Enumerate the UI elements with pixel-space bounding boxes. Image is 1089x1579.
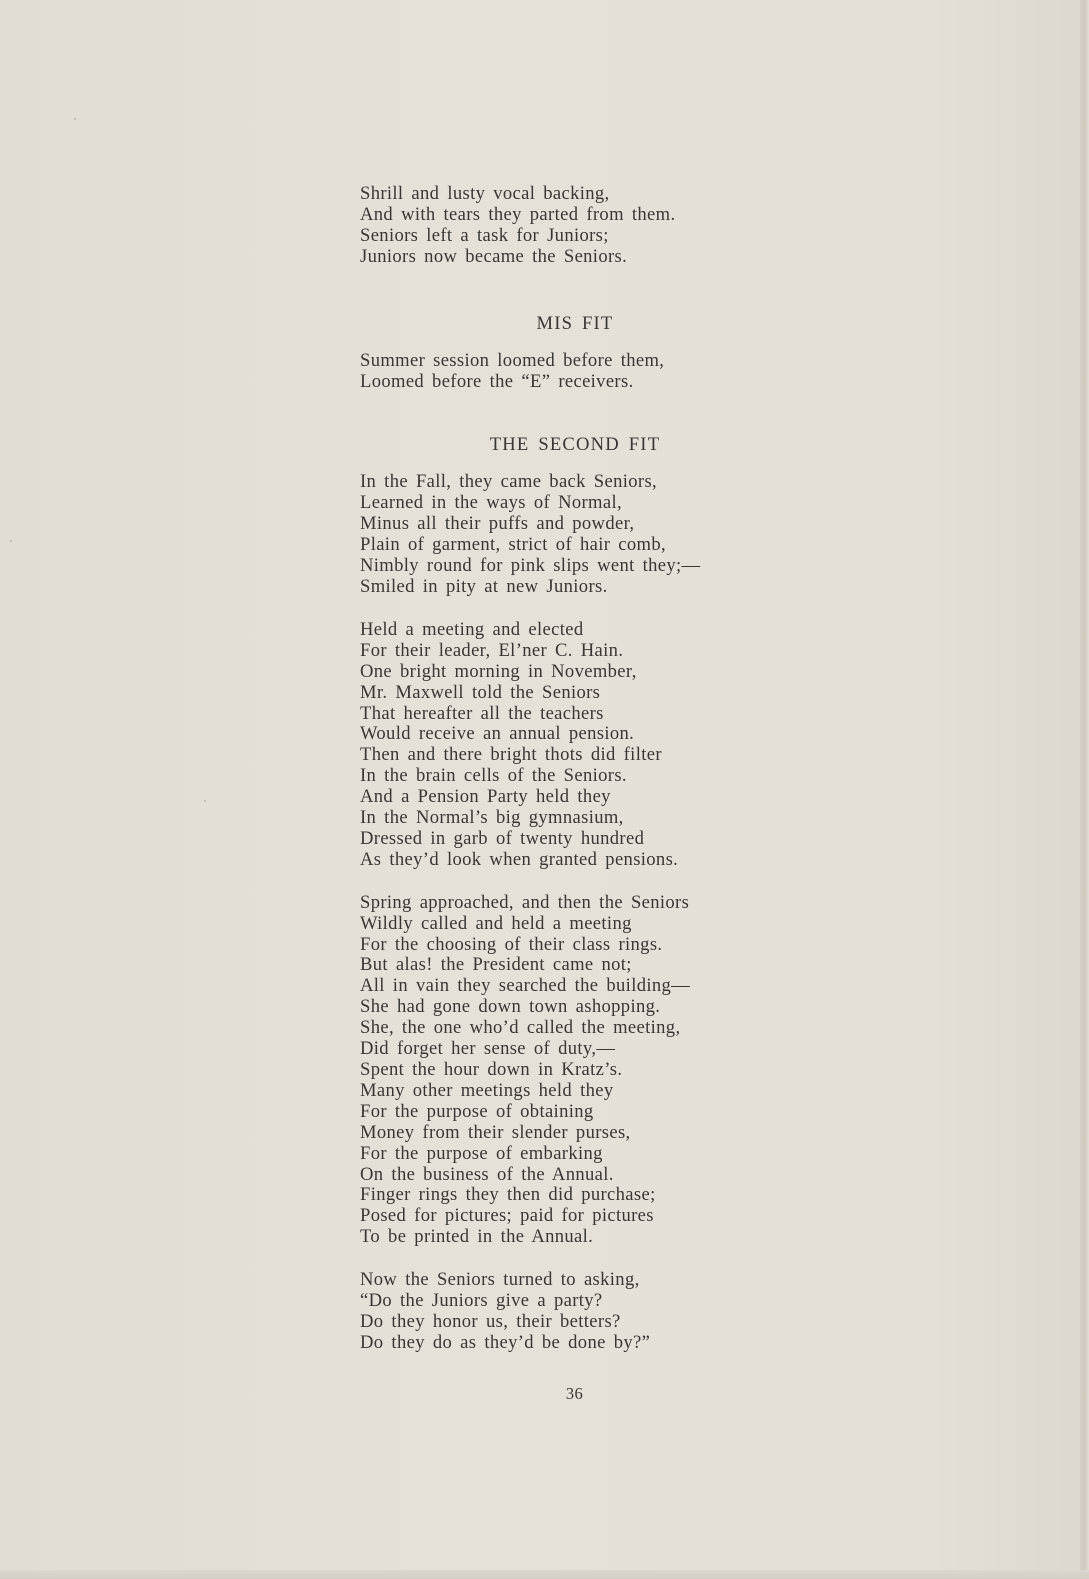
page-edge-right <box>1080 0 1089 1579</box>
poem-line: Plain of garment, strict of hair comb, <box>360 534 667 556</box>
poem-line: On the business of the Annual. <box>360 1163 614 1185</box>
poem-line: To be printed in the Annual. <box>360 1226 594 1248</box>
poem-line: Nimbly round for pink slips went they;— <box>360 555 701 577</box>
poem-line: Seniors left a task for Juniors; <box>360 224 609 246</box>
poem-line: Now the Seniors turned to asking, <box>360 1269 640 1291</box>
poem-line: In the Normal’s big gymnasium, <box>360 807 624 829</box>
poem-line: She, the one who’d called the meeting, <box>360 1017 681 1039</box>
poem-body <box>360 184 820 1354</box>
poem-line: Held a meeting and elected <box>360 618 584 640</box>
page-edge-bottom <box>0 1570 1089 1579</box>
poem-line: And with tears they parted from them. <box>360 203 676 225</box>
poem-line: For their leader, El’ner C. Hain. <box>360 639 624 661</box>
poem-line: Do they do as they’d be done by?” <box>360 1331 651 1353</box>
poem-line: Many other meetings held they <box>360 1079 614 1101</box>
poem-line: All in vain they searched the building— <box>360 975 691 997</box>
poem-line: Summer session loomed before them, <box>360 349 665 371</box>
poem-line: She had gone down town ashopping. <box>360 996 661 1018</box>
poem-line: For the choosing of their class rings. <box>360 933 663 955</box>
poem-line: Shrill and lusty vocal backing, <box>360 183 610 204</box>
poem-line: Smiled in pity at new Juniors. <box>360 575 608 597</box>
stanza-second-fit <box>360 472 820 597</box>
poem-line: Do they honor us, their betters? <box>360 1310 621 1332</box>
poem-line: And a Pension Party held they <box>360 786 611 808</box>
poem-line: In the brain cells of the Seniors. <box>360 765 627 787</box>
poem-line: For the purpose of obtaining <box>360 1100 594 1122</box>
poem-line: Finger rings they then did purchase; <box>360 1184 656 1206</box>
stanza-6 <box>360 1270 820 1354</box>
poem-line: Spring approached, and then the Seniors <box>360 891 690 913</box>
poem-line: That hereafter all the teachers <box>360 702 604 724</box>
poem-line: Dressed in garb of twenty hundred <box>360 827 645 849</box>
poem-line: Mr. Maxwell told the Seniors <box>360 681 601 703</box>
stanza-1 <box>360 184 820 268</box>
poem-line: One bright morning in November, <box>360 660 637 682</box>
paper-speck <box>10 540 12 542</box>
stanza-mis-fit <box>360 351 820 393</box>
page-number: 36 <box>565 1384 584 1403</box>
poem-line: Loomed before the “E” receivers. <box>360 370 634 392</box>
poem-line: Minus all their puffs and powder, <box>360 513 635 535</box>
stanza-5 <box>360 893 820 1248</box>
poem-line: Money from their slender purses, <box>360 1121 631 1143</box>
poem-line: Would receive an annual pension. <box>360 723 635 745</box>
poem-line: Spent the hour down in Kratz’s. <box>360 1059 623 1080</box>
poem-line: Learned in the ways of Normal, <box>360 492 622 514</box>
poem-line: For the purpose of embarking <box>360 1142 603 1164</box>
section-heading-second-fit: THE SECOND FIT <box>489 434 661 456</box>
poem-line: Did forget her sense of duty,— <box>360 1038 616 1060</box>
paper-speck <box>204 800 206 802</box>
poem-line: Juniors now became the Seniors. <box>360 245 628 267</box>
poem-line: As they’d look when granted pensions. <box>360 848 679 870</box>
poem-line: Then and there bright thots did filter <box>360 744 662 766</box>
stanza-4 <box>360 620 820 871</box>
poem-line: Posed for pictures; paid for pictures <box>360 1205 654 1227</box>
poem-line: In the Fall, they came back Seniors, <box>360 471 658 493</box>
poem-line: “Do the Juniors give a party? <box>360 1290 603 1312</box>
poem-line: But alas! the President came not; <box>360 954 632 976</box>
section-heading-mis-fit: MIS FIT <box>536 312 614 334</box>
paper-speck <box>74 118 76 120</box>
poem-line: Wildly called and held a meeting <box>360 912 632 934</box>
